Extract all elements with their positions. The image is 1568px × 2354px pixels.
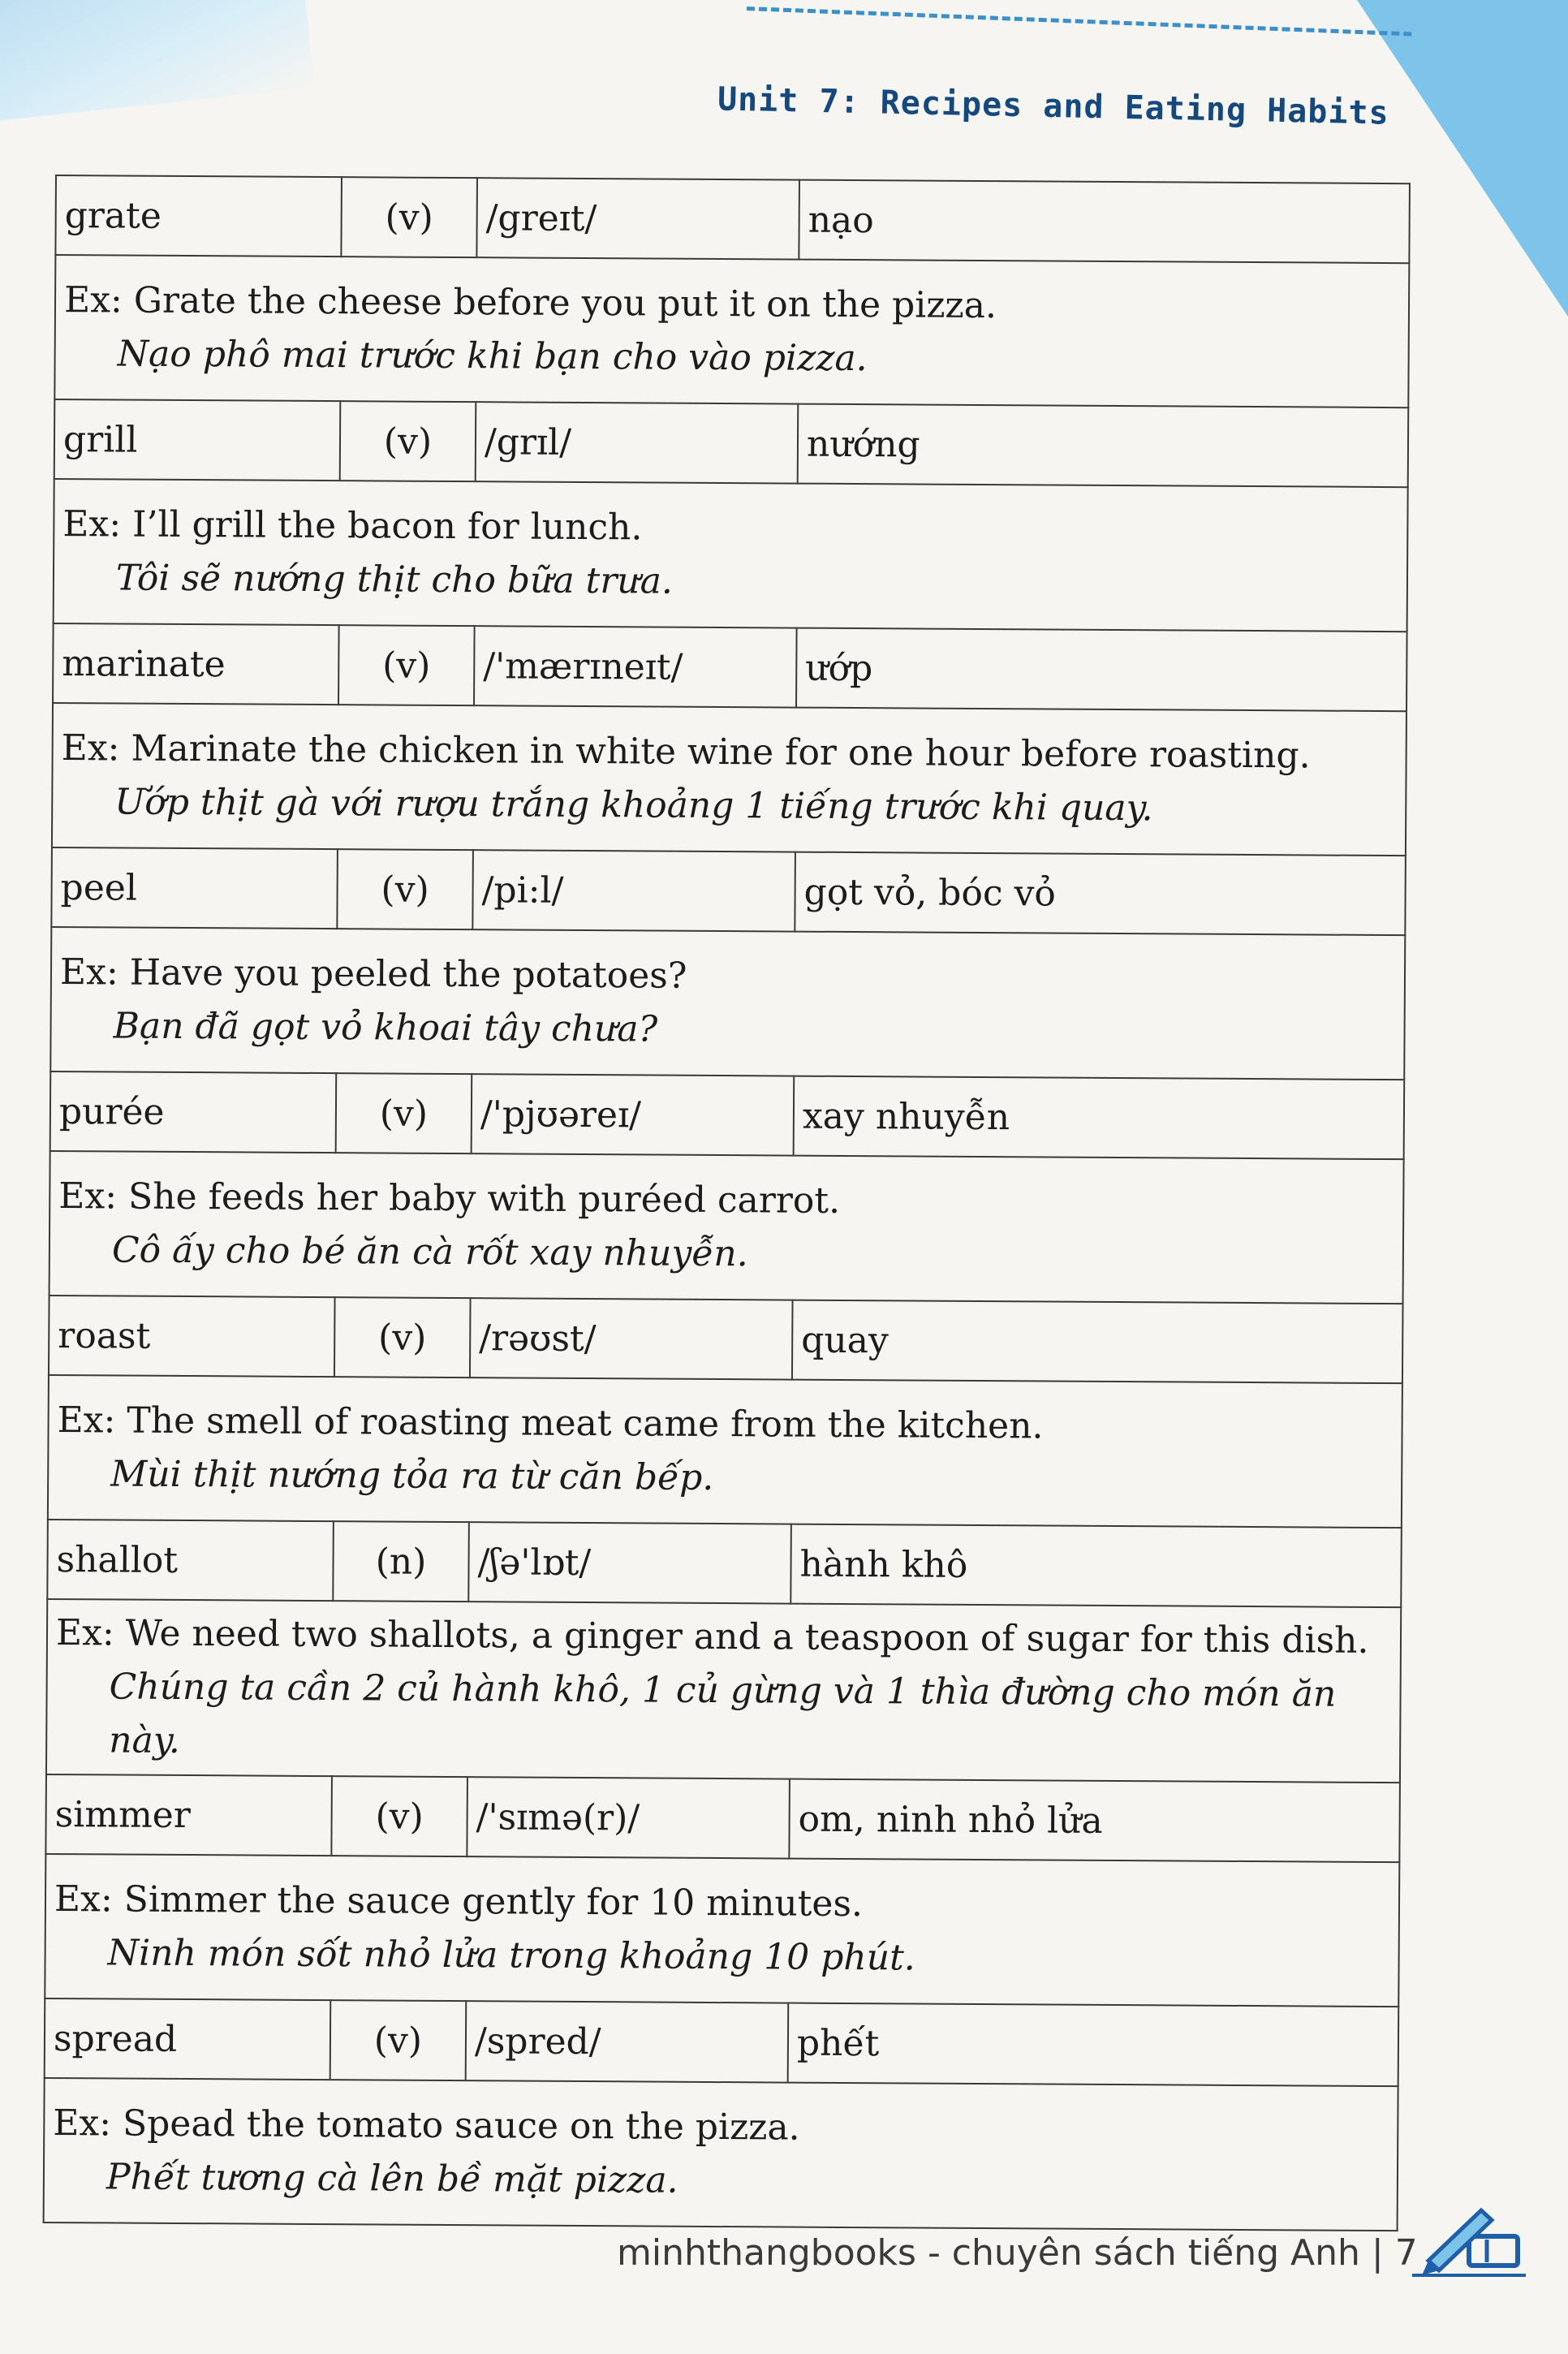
vocab-word-row xyxy=(47,1520,1402,1607)
vocab-word-row xyxy=(53,623,1407,711)
vocabulary-table xyxy=(43,175,1411,2231)
pronunciation: /spred/ xyxy=(466,2001,789,2082)
vietnamese-meaning: om, ninh nhỏ lửa xyxy=(789,1779,1400,1863)
example-cell xyxy=(50,1151,1404,1304)
part-of-speech: (v) xyxy=(337,849,473,929)
vocab-example-row xyxy=(54,255,1409,407)
vocab-word: purée xyxy=(50,1071,337,1153)
vietnamese-meaning: gọt vỏ, bóc vỏ xyxy=(795,852,1406,936)
pronunciation: /'mærɪneɪt/ xyxy=(474,626,797,707)
part-of-speech: (v) xyxy=(338,625,475,705)
example-vietnamese: Mùi thịt nướng tỏa ra từ căn bếp. xyxy=(110,1453,714,1498)
pronunciation: /'pjʊəreɪ/ xyxy=(472,1074,795,1155)
corner-decoration-left xyxy=(0,0,315,123)
vocab-word: grill xyxy=(54,399,341,481)
part-of-speech: (n) xyxy=(333,1521,469,1602)
unit-title: Unit 7: Recipes and Eating Habits xyxy=(717,80,1390,132)
vocab-word: shallot xyxy=(47,1520,334,1601)
pen-writing-icon xyxy=(1412,2204,1526,2277)
example-cell xyxy=(54,479,1408,632)
vocab-word-row xyxy=(50,1071,1405,1159)
vocab-word-row xyxy=(45,1998,1399,2086)
vocab-word-row xyxy=(45,1774,1400,1862)
vocab-example-row xyxy=(45,1854,1399,2007)
vietnamese-meaning: phết xyxy=(788,2003,1399,2087)
part-of-speech: (v) xyxy=(331,1776,467,1856)
dashed-decoration xyxy=(747,6,1412,36)
example-cell xyxy=(44,2078,1398,2231)
pronunciation: /rəʊst/ xyxy=(470,1298,793,1379)
example-english: Ex: We need two shallots, a ginger and a teaspoon of sugar for this dish. xyxy=(55,1612,1369,1662)
part-of-speech: (v) xyxy=(341,177,477,257)
page-footer: minhthangbooks - chuyên sách tiếng Anh | 7 xyxy=(617,2232,1418,2274)
vietnamese-meaning: nướng xyxy=(798,404,1409,488)
part-of-speech: (v) xyxy=(340,401,476,481)
vocab-word-row xyxy=(49,1296,1403,1383)
example-english: Ex: She feeds her baby with puréed carrot. xyxy=(58,1175,841,1222)
example-vietnamese: Ninh món sốt nhỏ lửa trong khoảng 10 phút. xyxy=(107,1932,915,1979)
vocab-word-row xyxy=(51,847,1406,935)
example-cell xyxy=(45,1854,1399,2007)
pronunciation: /'sɪmə(r)/ xyxy=(467,1777,790,1858)
vocab-word: spread xyxy=(45,1998,331,2080)
pronunciation: /grɪl/ xyxy=(476,402,799,483)
vocab-example-row xyxy=(54,479,1408,632)
example-vietnamese: Nạo phô mai trước khi bạn cho vào pizza. xyxy=(117,333,868,380)
example-vietnamese: Ướp thịt gà với rượu trắng khoảng 1 tiếng trước khi quay. xyxy=(114,781,1153,830)
pronunciation: /ʃə'lɒt/ xyxy=(468,1522,791,1603)
vocab-example-row xyxy=(50,1151,1404,1304)
vietnamese-meaning: xay nhuyễn xyxy=(794,1076,1405,1160)
example-cell xyxy=(54,255,1409,407)
vocab-word: marinate xyxy=(53,623,339,705)
example-vietnamese: Cô ấy cho bé ăn cà rốt xay nhuyễn. xyxy=(111,1229,748,1275)
vocab-word: simmer xyxy=(45,1774,332,1856)
example-english: Ex: Grate the cheese before you put it on the pizza. xyxy=(63,279,997,327)
part-of-speech: (v) xyxy=(330,2000,467,2080)
example-cell xyxy=(50,927,1405,1080)
example-vietnamese: Bạn đã gọt vỏ khoai tây chưa? xyxy=(113,1005,658,1050)
example-english: Ex: Simmer the sauce gently for 10 minutes. xyxy=(54,1878,864,1925)
part-of-speech: (v) xyxy=(334,1297,471,1377)
vocab-word-row xyxy=(54,399,1409,487)
example-english: Ex: Have you peeled the potatoes? xyxy=(59,951,687,997)
vietnamese-meaning: quay xyxy=(792,1300,1403,1384)
vocab-example-row xyxy=(46,1599,1401,1783)
vietnamese-meaning: ướp xyxy=(796,628,1407,712)
vocab-word: peel xyxy=(51,847,338,929)
vocab-word: grate xyxy=(55,175,342,257)
pronunciation: /greɪt/ xyxy=(476,178,799,259)
vietnamese-meaning: hành khô xyxy=(790,1524,1402,1608)
vocab-example-row xyxy=(52,703,1406,856)
vocab-example-row xyxy=(48,1375,1402,1528)
example-english: Ex: The smell of roasting meat came from the kitchen. xyxy=(57,1399,1044,1447)
part-of-speech: (v) xyxy=(336,1073,472,1153)
pronunciation: /pi:l/ xyxy=(472,850,795,931)
vocab-example-row xyxy=(44,2078,1398,2231)
vocab-example-row xyxy=(50,927,1405,1080)
example-cell xyxy=(46,1599,1401,1783)
example-vietnamese: Phết tương cà lên bề mặt pizza. xyxy=(106,2156,678,2201)
vocab-word: roast xyxy=(49,1296,335,1377)
example-cell xyxy=(48,1375,1402,1528)
example-english: Ex: Spead the tomato sauce on the pizza. xyxy=(53,2102,800,2149)
example-english: Ex: Marinate the chicken in white wine for one hour before roasting. xyxy=(61,727,1311,777)
example-vietnamese: Tôi sẽ nướng thịt cho bữa trưa. xyxy=(115,557,674,602)
vietnamese-meaning: nạo xyxy=(799,180,1410,264)
example-vietnamese: Chúng ta cần 2 củ hành khô, 1 củ gừng và 1 thìa đường cho món ăn này. xyxy=(109,1666,1337,1761)
vocab-word-row xyxy=(55,175,1410,263)
example-cell xyxy=(52,703,1406,856)
example-english: Ex: I’ll grill the bacon for lunch. xyxy=(62,503,643,549)
